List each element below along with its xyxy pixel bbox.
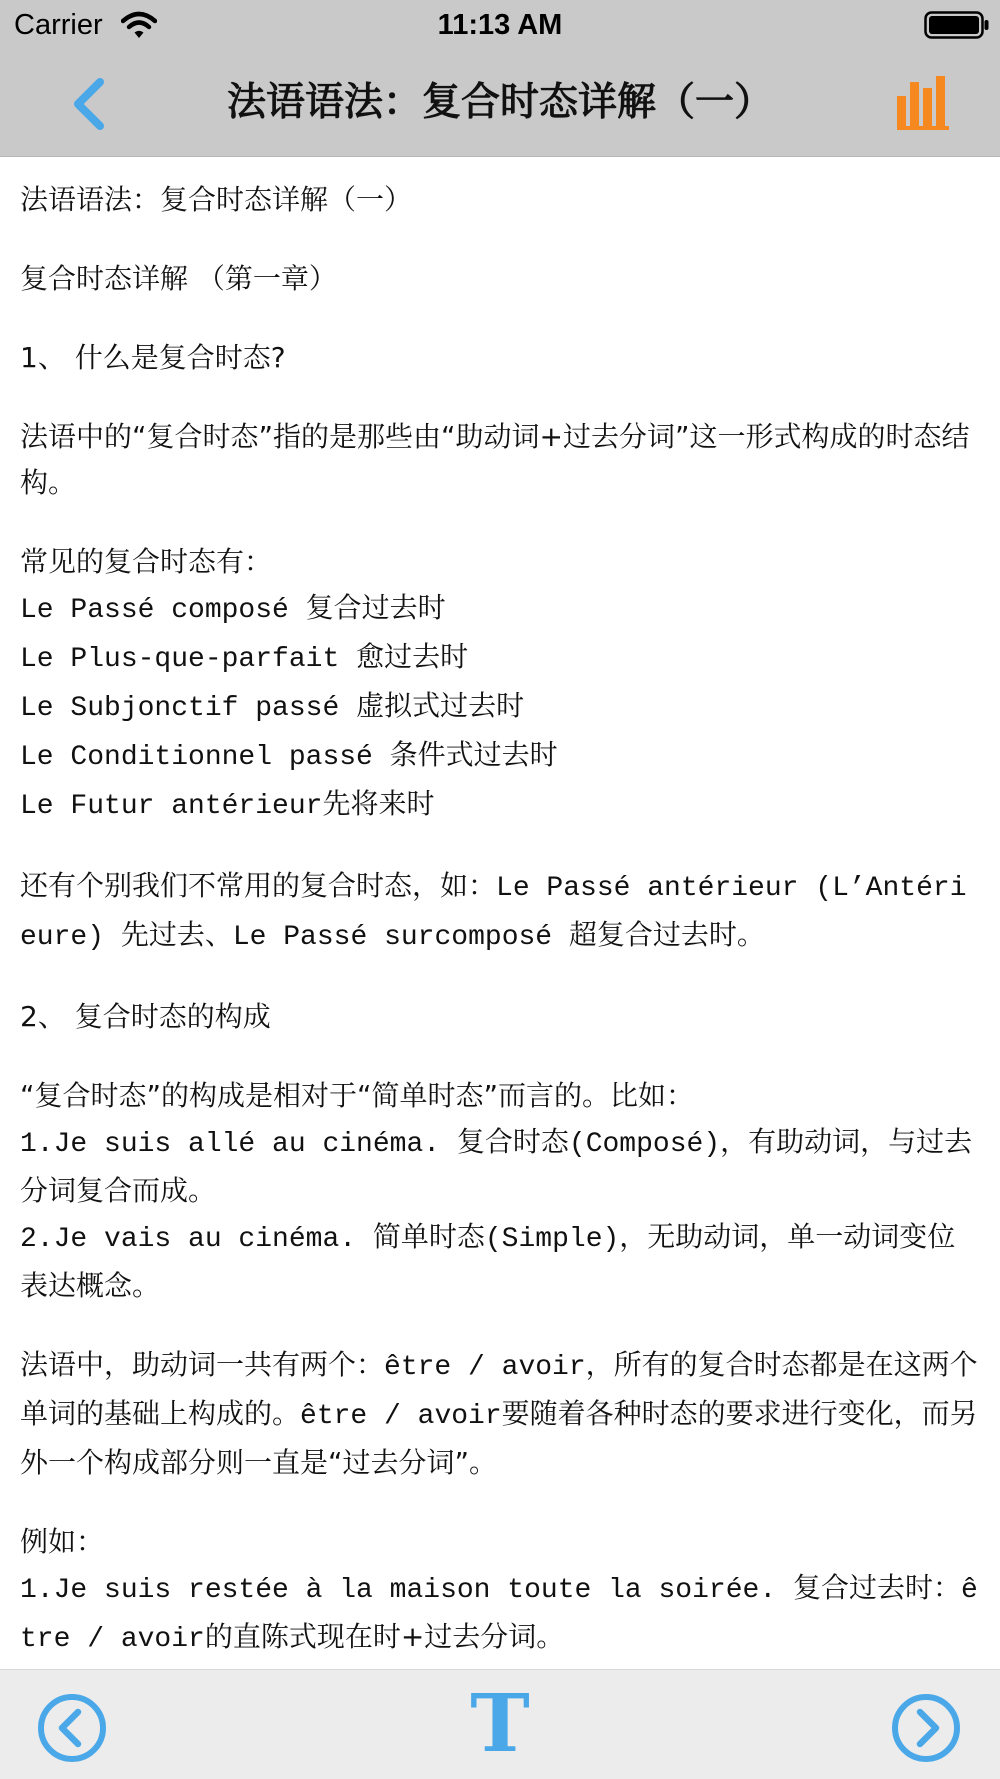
status-bar <box>0 0 1000 50</box>
tense-line: Le Conditionnel passé 条件式过去时 <box>20 738 558 773</box>
article-heading: 法语语法：复合时态详解（一） <box>20 183 413 216</box>
definition-paragraph: 法语中的“复合时态”指的是那些由“助动词+过去分词”这一形式构成的时态结构。 <box>20 420 970 499</box>
nav-bar <box>0 50 1000 157</box>
chart-button[interactable] <box>894 74 954 132</box>
circle-chevron-left-icon <box>36 1692 108 1764</box>
next-article-button[interactable] <box>890 1692 962 1764</box>
back-button[interactable] <box>60 70 120 134</box>
auxiliary-paragraph: 法语中，助动词一共有两个：être / avoir，所有的复合时态都是在这两个单词的基础上构成的。être / avoir要随着各种时态的要求进行变化，而另外一个构成部分则一直是“过去分词”。 <box>20 1348 978 1479</box>
question-1-text: 1、 什么是复合时态? <box>20 341 286 374</box>
previous-article-button[interactable] <box>36 1692 108 1764</box>
bottom-toolbar <box>0 1669 1000 1779</box>
common-tenses-block <box>20 539 982 830</box>
article-chapter: 复合时态详解 （第一章） <box>20 262 337 295</box>
carrier-label: Carrier <box>14 9 103 41</box>
status-time: 11:13 AM <box>437 9 563 41</box>
tense-line: Le Subjonctif passé 虚拟式过去时 <box>20 689 525 724</box>
composition-block: “复合时态”的构成是相对于“简单时态”而言的。比如： 1.Je suis allé au cinéma. 复合时态(Composé)，有助动词，与过去分词复合而成。 2.Je vais au cinéma. 简单时态(Simple)，无助动词，单一动词变位表达概念。 <box>20 1079 973 1302</box>
question-1 <box>20 335 982 381</box>
tense-line: Le Passé composé 复合过去时 <box>20 591 446 626</box>
rare-tenses-paragraph: 还有个别我们不常用的复合时态，如：Le Passé antérieur (L’Antérieure) 先过去、Le Passé surcomposé 超复合过去时。 <box>20 869 967 953</box>
question-2 <box>20 994 982 1040</box>
article-body <box>0 157 1000 1663</box>
example-block: 例如： 1.Je suis restée à la maison toute la soirée. 复合过去时：être / avoir的直陈式现在时+过去分词。 <box>20 1525 978 1655</box>
common-tenses-intro: 常见的复合时态有： <box>20 545 273 578</box>
nav-title: 法语语法：复合时态详解（一） <box>226 80 773 125</box>
chevron-left-icon <box>60 70 120 134</box>
article-content[interactable] <box>0 157 1000 1669</box>
circle-chevron-right-icon <box>890 1692 962 1764</box>
tense-line: Le Plus-que-parfait 愈过去时 <box>20 640 469 675</box>
question-2-text: 2、 复合时态的构成 <box>20 1000 271 1033</box>
tense-line: Le Futur antérieur先将来时 <box>20 787 435 822</box>
battery-icon <box>924 11 990 39</box>
bar-chart-icon <box>894 74 954 132</box>
text-size-button[interactable]: T <box>470 1676 530 1770</box>
